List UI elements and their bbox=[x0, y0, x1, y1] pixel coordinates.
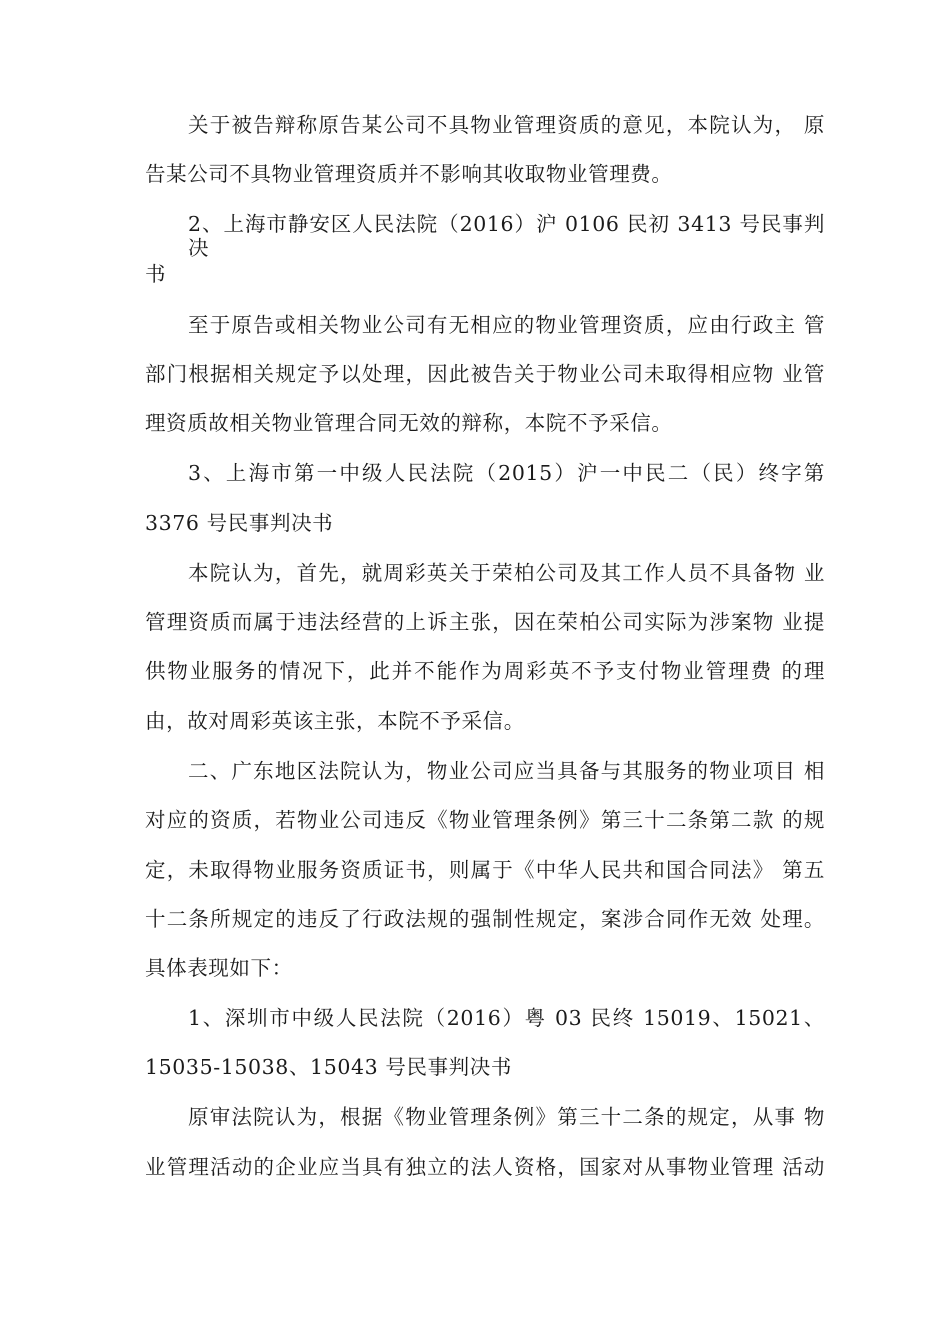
text-line: 由，故对周彩英该主张，本院不予采信。 bbox=[145, 709, 525, 733]
text-line: 关于被告辩称原告某公司不具物业管理资质的意见，本院认为， 原 bbox=[188, 113, 825, 137]
text-line: 3、上海市第一中级人民法院（2015）沪一中民二（民）终字第 bbox=[188, 461, 825, 485]
text-line: 3376 号民事判决书 bbox=[145, 511, 334, 535]
text-line: 管理资质而属于违法经营的上诉主张，因在荣柏公司实际为涉案物 业提 bbox=[145, 610, 825, 634]
text-line: 本院认为，首先，就周彩英关于荣柏公司及其工作人员不具备物 业 bbox=[188, 561, 825, 585]
text-line: 对应的资质，若物业公司违反《物业管理条例》第三十二条第二款 的规 bbox=[145, 808, 825, 832]
text-line: 书 bbox=[145, 262, 167, 286]
text-line: 至于原告或相关物业公司有无相应的物业管理资质，应由行政主 管 bbox=[188, 313, 825, 337]
text-line: 十二条所规定的违反了行政法规的强制性规定，案涉合同作无效 处理。 bbox=[145, 907, 825, 931]
text-line: 部门根据相关规定予以处理，因此被告关于物业公司未取得相应物 业管 bbox=[145, 362, 825, 386]
text-line: 定，未取得物业服务资质证书，则属于《中华人民共和国合同法》 第五 bbox=[145, 858, 825, 882]
text-line: 1、深圳市中级人民法院（2016）粤 03 民终 15019、15021、 bbox=[188, 1006, 825, 1030]
text-line: 理资质故相关物业管理合同无效的辩称，本院不予采信。 bbox=[145, 411, 673, 435]
text-line: 15035-15038、15043 号民事判决书 bbox=[145, 1055, 512, 1079]
text-line: 2、上海市静安区人民法院（2016）沪 0106 民初 3413 号民事判 决 bbox=[188, 212, 825, 260]
text-line: 业管理活动的企业应当具有独立的法人资格，国家对从事物业管理 活动 bbox=[145, 1155, 825, 1179]
text-line: 告某公司不具物业管理资质并不影响其收取物业管理费。 bbox=[145, 162, 673, 186]
text-line: 原审法院认为，根据《物业管理条例》第三十二条的规定，从事 物 bbox=[188, 1105, 825, 1129]
text-line: 供物业服务的情况下，此并不能作为周彩英不予支付物业管理费 的理 bbox=[145, 659, 825, 683]
text-line: 二、广东地区法院认为，物业公司应当具备与其服务的物业项目 相 bbox=[188, 759, 825, 783]
text-line: 具体表现如下： bbox=[145, 956, 293, 980]
